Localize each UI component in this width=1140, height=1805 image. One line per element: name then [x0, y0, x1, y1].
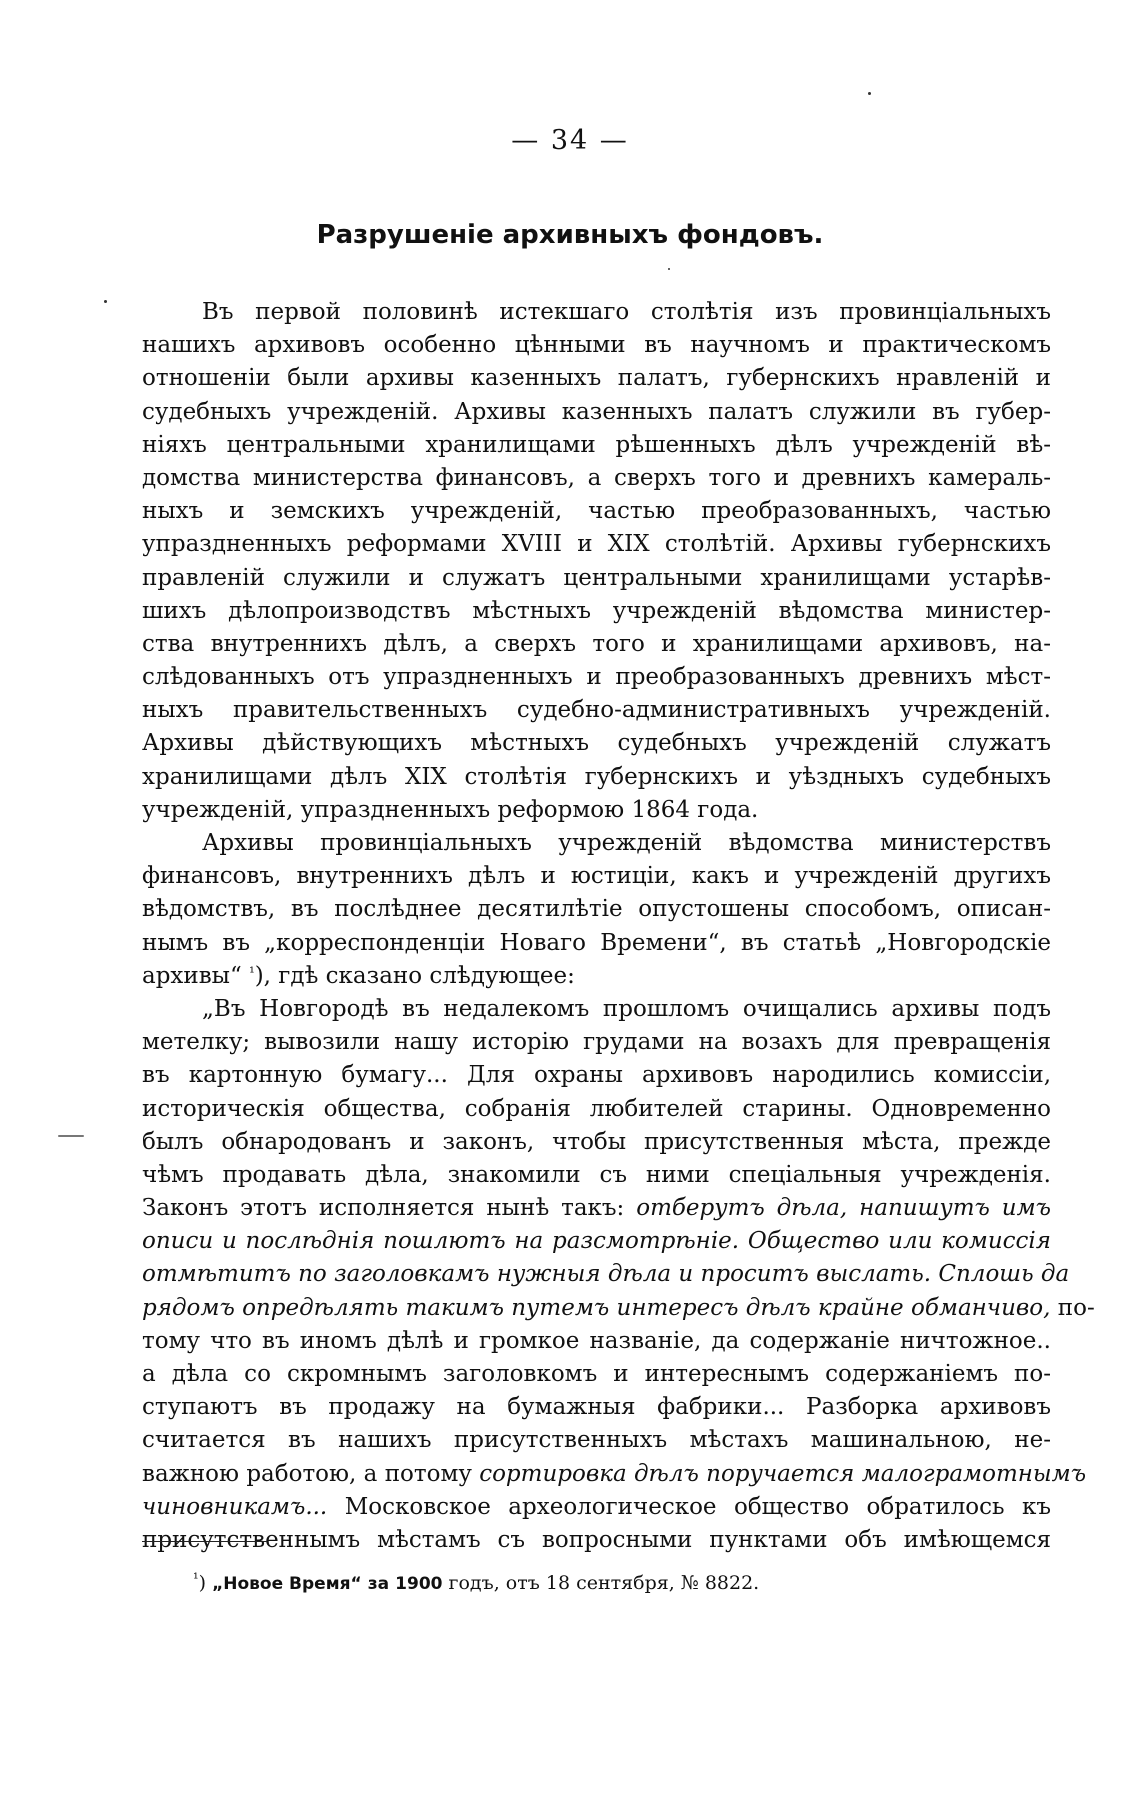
quote-line: [142, 1292, 1095, 1325]
text-line: упраздненныхъ реформами XVIII и XIX столѣтій. Архивы губернскихъ: [142, 531, 1051, 558]
text-fragment: важною работою, а потому: [142, 1460, 472, 1487]
quote-line: а дѣла со скромнымъ заголовкомъ и интереснымъ содержаніемъ по-: [142, 1361, 1051, 1387]
footnote-word: за: [367, 1574, 390, 1594]
quote-line: чѣмъ продавать дѣла, знакомили съ ними спеціальныя учрежденія.: [142, 1161, 1051, 1188]
italic-fragment: чиновникамъ...: [142, 1493, 328, 1520]
footnote-mark: ¹: [193, 1571, 199, 1587]
footnote-year: 1900: [395, 1574, 443, 1594]
text-line: отношеніи были архивы казенныхъ палатъ, губернскихъ нравленій и: [142, 365, 1051, 392]
body-text: [142, 296, 1095, 1557]
text-line: судебныхъ учрежденій. Архивы казенныхъ палатъ служили въ губер-: [142, 398, 1051, 425]
text-line: ныхъ и земскихъ учрежденій, частью преобразованныхъ, частью: [142, 498, 1051, 525]
quote-line: тому что въ иномъ дѣлѣ и громкое названіе, да содержаніе ничтожное..: [142, 1327, 1051, 1354]
quote-line: въ картонную бумагу... Для охраны архивовъ народились комиссіи,: [142, 1062, 1051, 1089]
text-line: Архивы провинціальныхъ учрежденій вѣдомства министерствъ: [202, 830, 1051, 856]
text-line: финансовъ, внутреннихъ дѣлъ и юстиціи, какъ и учрежденій другихъ: [142, 863, 1051, 890]
text-line: учрежденій, упраздненныхъ реформою 1864 года.: [142, 796, 759, 823]
text-line: ніяхъ центральными хранилищами рѣшенныхъ дѣлъ учрежденій вѣ-: [142, 431, 1051, 458]
footnote: [193, 1572, 759, 1594]
footnote-source: „Новое Время“: [212, 1574, 362, 1594]
section-heading: Разрушеніе архивныхъ фондовъ.: [316, 220, 824, 250]
scan-speck: [668, 268, 670, 270]
footnote-paren: ): [198, 1572, 207, 1594]
text-line: ства внутреннихъ дѣлъ, а сверхъ того и хранилищами архивовъ, на-: [142, 630, 1051, 657]
quote-line: „Въ Новгородѣ въ недалекомъ прошломъ очищались архивы подъ: [202, 995, 1051, 1022]
quote-line: [142, 1458, 1087, 1491]
quote-line: историческія общества, собранія любителей старины. Одновременно: [142, 1095, 1051, 1122]
quote-line: присутственнымъ мѣстамъ съ вопросными пунктами объ имѣющемся: [142, 1526, 1051, 1553]
page-number: — 34 —: [511, 125, 629, 156]
scan-speck: [868, 92, 871, 95]
italic-fragment: отберутъ дѣла, напишутъ имъ: [636, 1195, 1052, 1222]
italic-fragment: сортировка дѣлъ поручается малограмотнымъ: [479, 1460, 1087, 1487]
quote-line: метелку; вывозили нашу исторію грудами на возахъ для превращенія: [142, 1029, 1051, 1056]
text-fragment: по-: [1057, 1294, 1095, 1321]
text-line: Въ первой половинѣ истекшаго столѣтія изъ провинціальныхъ: [202, 299, 1051, 325]
text-line: нымъ въ „корреспонденціи Новаго Времени“, въ статьѣ „Новгородскіе: [142, 929, 1051, 956]
text-fragment: архивы“: [142, 962, 242, 989]
quote-line: [142, 1192, 1051, 1225]
quote-line: описи и послѣднія пошлютъ на разсмотрѣніе. Общество или комиссія: [142, 1228, 1051, 1255]
text-line: правленій служили и служатъ центральными хранилищами устарѣв-: [142, 564, 1051, 591]
text-line: ныхъ правительственныхъ судебно-административныхъ учрежденій.: [142, 697, 1051, 724]
text-line: нашихъ архивовъ особенно цѣнными въ научномъ и практическомъ: [142, 332, 1051, 359]
footnote-divider: [142, 1541, 267, 1542]
scan-speck: [58, 1135, 84, 1137]
quote-line: [142, 1491, 1051, 1524]
text-line: слѣдованныхъ отъ упраздненныхъ и преобразованныхъ древнихъ мѣст-: [142, 664, 1051, 691]
scan-speck: [104, 300, 107, 303]
text-line: шихъ дѣлопроизводствъ мѣстныхъ учрежденій вѣдомства министер-: [142, 597, 1051, 624]
quote-line: ступаютъ въ продажу на бумажныя фабрики... Разборка архивовъ: [142, 1394, 1051, 1421]
text-line: вѣдомствъ, въ послѣднее десятилѣтіе опустошены способомъ, описан-: [142, 896, 1051, 923]
quote-line: отмѣтитъ по заголовкамъ нужныя дѣла и проситъ выслать. Сплошь да: [142, 1261, 1070, 1288]
quote-line: считается въ нашихъ присутственныхъ мѣстахъ машинальною, не-: [142, 1427, 1051, 1454]
footnote-rest: годъ, отъ 18 сентября, № 8822.: [448, 1572, 760, 1594]
quote-line: былъ обнародованъ и законъ, чтобы присутственныя мѣста, прежде: [142, 1128, 1051, 1155]
text-fragment: Московское археологическое общество обратилось къ: [344, 1493, 1052, 1520]
text-line: Архивы дѣйствующихъ мѣстныхъ судебныхъ учрежденій служатъ: [142, 730, 1051, 757]
italic-fragment: рядомъ опредѣлять такимъ путемъ интересъ дѣлъ крайне обманчиво,: [142, 1294, 1051, 1321]
text-fragment: Законъ этотъ исполняется нынѣ такъ:: [142, 1195, 625, 1222]
footnote-ref: ¹: [249, 964, 255, 981]
text-line: хранилищами дѣлъ XIX столѣтія губернскихъ и уѣздныхъ судебныхъ: [142, 763, 1051, 790]
text-line: домства министерства финансовъ, а сверхъ того и древнихъ камераль-: [142, 464, 1051, 491]
text-line: [142, 960, 1051, 993]
text-fragment: ), гдѣ сказано слѣдующее:: [254, 962, 575, 989]
